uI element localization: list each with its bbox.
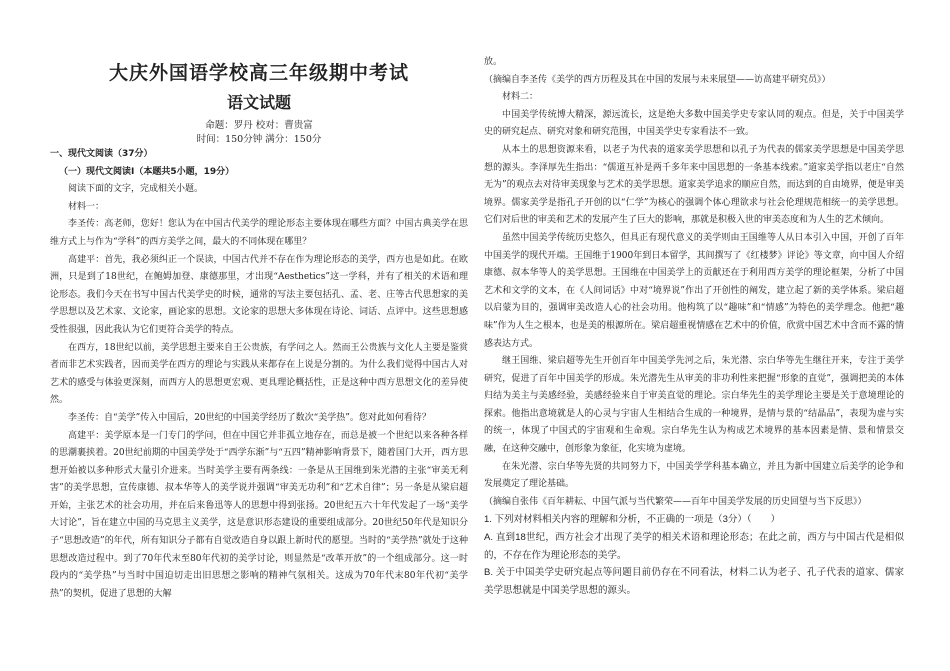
material-label: 材料二： (502, 92, 539, 103)
left-column (50, 0, 468, 671)
question-option-a: A. 直到18世纪，西方社会才出现了美学的相关术语和理论形态；在此之前，西方与中国古代是相似的，不存在作为理论形态的美学。 (484, 532, 904, 561)
exam-authors: 命题：罗丹 校对：曹贵富 (205, 120, 313, 131)
paragraph: 虽然中国美学传统历史悠久，但具正有现代意义的美学则由王国维等人从日本引入中国，开创了百年中国美学的现代开端。王国维于1900年到日本留学，其间撰写了《红楼梦》评论》等文章，向中国人介绍康德、叔本华等人的美学思想。王国维在中国美学上的贡献还在于利用西方美学的理论框架，分析了中国艺术和文学的文本，在《人间词话》中对“境界说”作出了开创性的阐发，建立起了新的美学体系。梁启超以启蒙为目的，强调审美改造人心的社会功用。他构筑了以“趣味”和“情感”为特色的美学理念。他把“趣味”作为人生之根本，也是美的根源所在。梁启超重视情感在艺术中的价值，欣赏中国艺术中含而不露的情感表达方式。 (484, 232, 904, 349)
question-option-b: B. 关于中国美学史研究起点等问题目前仍存在不同看法，材料二认为老子、孔子代表的道家、儒家美学思想就是中国美学思想的源头。 (484, 567, 904, 596)
reading-instruction: 阅读下面的文字，完成相关小题。 (68, 184, 204, 195)
left-text-flow (50, 146, 468, 603)
paragraph: 高建平：美学原本是一门专门的学问，但在中国它并非孤立地存在，而总是被一个世纪以来各种各样的思潮裹挟着。20世纪前期的中国美学处于“西学东渐”与“五四”精神影响背景下，随着国门大开，西方思想开始被以多种形式大量引介进来。当时美学主要有两条线：一条是从王国维到朱光潜的主张“审美无利害”的美学思想，宣传康德、叔本华等人的美学说并强调“审美无功利”和“艺术自律”；另一条是从梁启超开始，主张艺术的社会功用，并在后来鲁迅等人的思想中得到张扬。20世纪五六十年代发起了一场“美学大讨论”，旨在建立中国的马克思主义美学，这是意识形态建设的重要组成部分。20世纪50年代是知识分子“思想改造”的年代，所有知识分子都有自觉改造自身以跟上新时代的愿望。当时的“美学热”就处于这种思想改造过程中。到了70年代末至80年代初的美学讨论，则显然是“改革开放”的一个组成部分。这一时段内的“美学热”与当时中国迫切走出旧思想之影响的精神气氛相关。这成为70年代末80年代初“美学热”的契机，促进了思想的大解 (50, 430, 468, 599)
paragraph-continuation: 放。 (484, 57, 503, 67)
source-citation: （摘编自张伟《百年耕耘、中国气派与当代繁荣——百年中国美学发展的历史回望与当下反思》） (484, 496, 867, 507)
section-heading: 一、现代文阅读（37分） (50, 149, 153, 159)
paragraph: 李圣传：自“美学”传入中国后，20世纪的中国美学经历了数次“美学热”。您对此如何看待？ (68, 412, 431, 423)
right-text-flow (484, 54, 904, 599)
question-stem: 1. 下列对材料相关内容的理解和分析，不正确的一项是（3分）（ ） (484, 514, 781, 526)
material-label: 材料一： (68, 201, 105, 212)
paragraph: 在西方，18世纪以前，美学思想主要来自王公贵族，有学问之人。然而王公贵族与文化人主要是鉴赏者而非艺术实践者，因而美学在西方的理论与实践从来都存在上说是分割的。为什么我们觉得中国古人对艺术的感受与体验更深刻，而西方人的思想更宏观、更具理论概括性，正是这种中西方思想文化的差异使然。 (50, 342, 468, 406)
paragraph: 从本土的思想资源来看，以老子为代表的道家美学思想和以孔子为代表的儒家美学思想是中国美学思想的源头。李泽厚先生指出：“儒道互补是两千多年来中国思想的一条基本线索。”道家美学指以老庄“自然无为”的观点去对待审美现象与艺术的美学思想。道家美学追求的顺应自然，而达到的自由境界，便是审美境界。儒家美学是指孔子开创的以“仁学”为核心的强调个体心理欲求与社会伦理规范相统一的美学思想。它们对后世的审美和艺术的发展产生了巨大的影响，那就是积极入世的审美态度和为人生的艺术倾向。 (484, 144, 904, 226)
subsection-heading: （一）现代文阅读Ⅰ（本题共5小题，19分） (59, 166, 235, 177)
paragraph: 李圣传：高老师，您好！您认为在中国古代美学的理论形态主要体现在哪些方面？中国古典美学在思维方式上与作为“学科”的西方美学之间，最大的不同体现在哪里？ (50, 219, 468, 247)
paragraph: 中国美学传统博大精深，源远流长，这是绝大多数中国美学史专家认同的观点。但是，关于中国美学史的研究起点、研究对象和研究范围，中国美学史专家看法不一致。 (484, 109, 904, 138)
paragraph: 高建平：首先，我必须纠正一个误读，中国古代并不存在作为理论形态的美学，西方也是如此。在欧洲，只是到了18世纪，在鲍姆加登、康德那里，才出现“Aesthetics”这一学科，并有了相关的术语和理论形态。我们今天在书写中国古代美学史的时候，通常的写法主要包括孔、孟、老、庄等古代思想家的美学思想以及艺术家、文论家，画论家的思想。文论家的思想大多体现在诗论、词话、点评中。这些思想感受性很强，因此我认为它们更符合美学的特点。 (50, 254, 468, 335)
subject-title: 语文试题 (226, 93, 291, 112)
source-citation: （摘编自李圣传《美学的西方历程及其在中国的发展与未来展望——访高建平研究员》） (484, 74, 831, 85)
exam-title: 大庆外国语学校高三年级期中考试 (108, 62, 409, 84)
paragraph: 在朱光潜、宗白华等先贤的共同努力下，中国美学学科基本确立，并且为新中国建立后美学的论争和发展奠定了理论基础。 (484, 461, 904, 490)
right-column (484, 0, 904, 671)
paragraph: 继王国维、梁启超等先生开创百年中国美学先河之后，朱光潜、宗白华等先生继往开来，专注于美学研究，促进了百年中国美学的形成。朱光潜先生从审美的非功利性来把握“形象的直觉”，强调把美的本体归结为美主与美感经验，美感经验来自于审美直觉的理论。宗白华先生的美学理论主要是关于意境理论的探索。他指出意境就是人的心灵与宇宙人生相结合生成的一种境界，是情与景的“结晶品”，表现为虚与实的统一，体现了中国式的宇宙观和生命观。宗白华先生认为构成艺术境界的基本因素是情、景和情景交融，在这种交融中，创形象为象征，化实境为虚境。 (484, 356, 904, 455)
exam-time-score: 时间：150分钟 满分：150分 (196, 134, 322, 145)
